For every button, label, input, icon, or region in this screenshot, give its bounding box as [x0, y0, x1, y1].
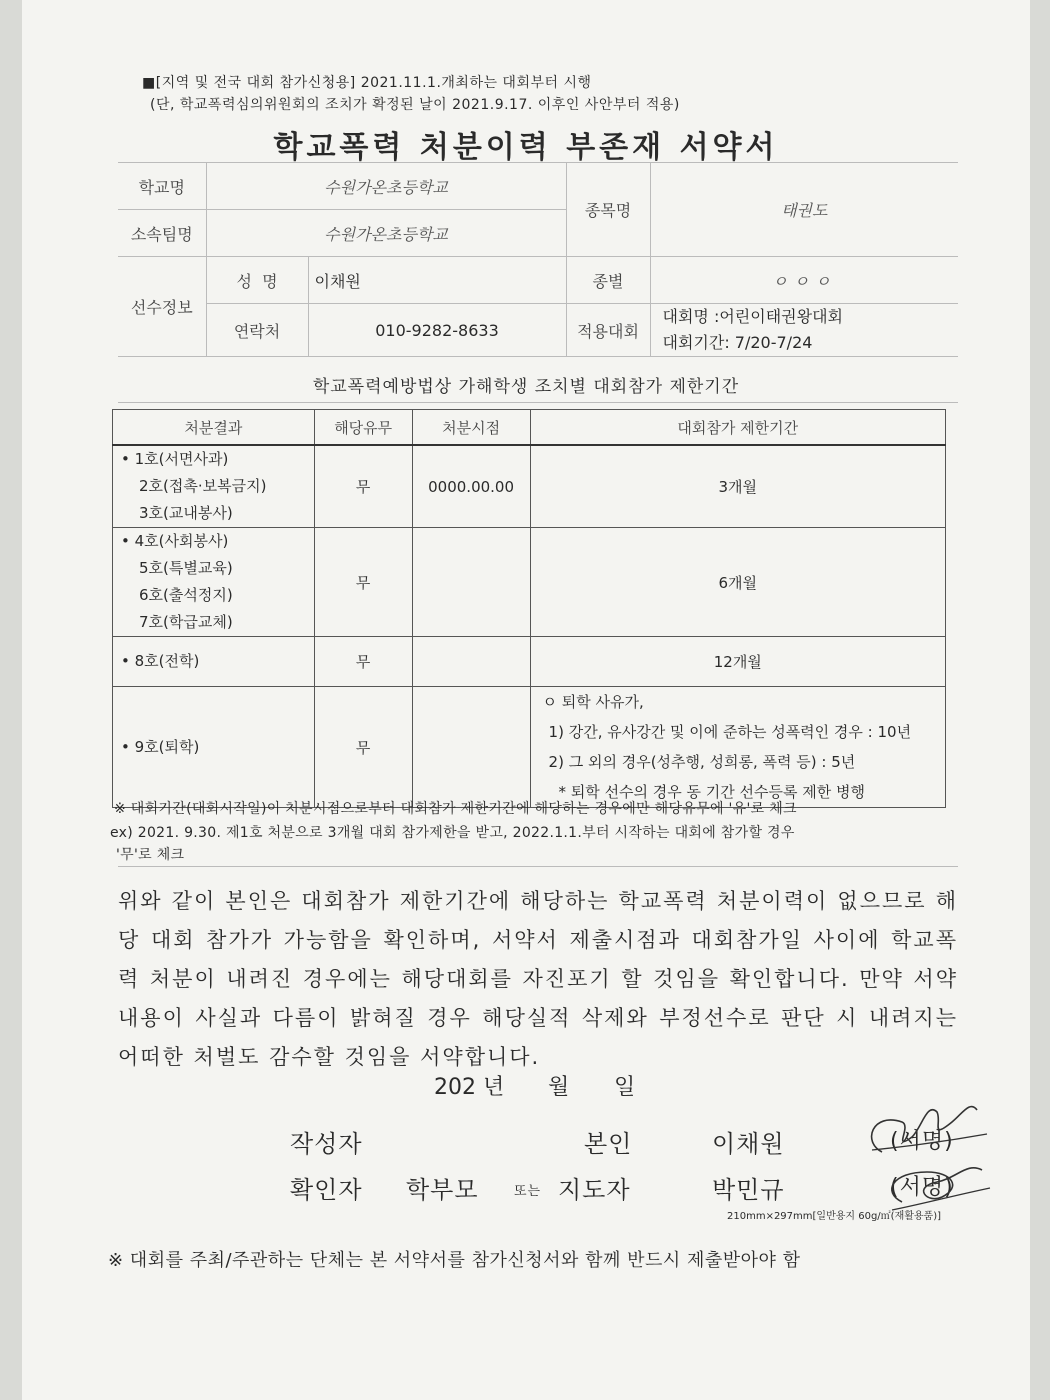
result-item: 5호(특별교육)	[139, 559, 233, 577]
handwritten-signature	[842, 1092, 992, 1222]
writer-sign-label: (서명)	[890, 1129, 954, 1154]
competition-name: 대회명 :어린이태권왕대회	[662, 307, 843, 326]
notes-divider	[118, 866, 958, 867]
note-1: ※ 대회기간(대회시작일)이 처분시점으로부터 대회참가 제한기간에 해당하는 경우에만 해당유무에 '유'로 체크	[114, 801, 797, 817]
col-header-date: 처분시점	[412, 410, 530, 446]
category-value: ㅇㅇㅇ	[650, 257, 958, 304]
document-page	[22, 0, 1030, 1400]
confirmer-name: 박민규	[712, 1176, 785, 1204]
confirmer-sign-label: (서명)	[890, 1175, 954, 1200]
school-label: 학교명	[118, 163, 206, 210]
col-header-result: 처분결과	[113, 410, 315, 446]
applicable-cell: 무	[314, 687, 412, 808]
event-label: 종목명	[566, 163, 650, 257]
info-table	[118, 162, 958, 357]
contact-value: 010-9282-8633	[308, 304, 566, 357]
date-year: 202 년	[434, 1075, 505, 1100]
disciplinary-table	[112, 409, 946, 808]
period-line: * 퇴학 선수의 경우 동 기간 선수등록 제한 병행	[558, 783, 866, 801]
col-header-period: 대회참가 제한기간	[530, 410, 945, 446]
note-2: ex) 2021. 9.30. 제1호 처분으로 3개월 대회 참가제한을 받고, 2022.1.1.부터 시작하는 대회에 참가할 경우	[110, 825, 795, 841]
result-item: • 8호(전학)	[121, 652, 200, 670]
period-line: ㅇ 퇴학 사유가,	[542, 693, 644, 711]
pledge-text: 위와 같이 본인은 대회참가 제한기간에 해당하는 학교폭력 처분이력이 없으므로 해당 대회 참가가 가능함을 확인하며, 서약서 제출시점과 대회참가일 사이에 학교폭력 처분이 내려진 경우에는 해당대회를 자진포기 할 것임을 확인합니다. 만약 서약내용이 사실과 다름이 밝혀질 경우 해당실적 삭제와 부정선수로 판단 시 내려지는 어떠한 처벌도 감수할 것임을 서약합니다.	[118, 889, 958, 1069]
col-header-applicable: 해당유무	[314, 410, 412, 446]
competition-label: 적용대회	[566, 304, 650, 357]
confirmer-label: 확인자	[290, 1176, 363, 1204]
footer-note: ※ 대회를 주최/주관하는 단체는 본 서약서를 참가신청서와 함께 반드시 제출받아야 함	[108, 1250, 801, 1271]
competition-cell	[650, 304, 958, 357]
applicable-cell: 무	[314, 637, 412, 687]
result-item: • 9호(퇴학)	[121, 737, 200, 756]
period-line: 1) 강간, 유사강간 및 이에 준하는 성폭력인 경우 : 10년	[548, 723, 912, 741]
result-cell	[113, 528, 315, 637]
result-cell	[113, 445, 315, 528]
category-label: 종별	[566, 257, 650, 304]
result-item: • 1호(서면사과)	[121, 450, 229, 468]
document-title: 학교폭력 처분이력 부존재 서약서	[273, 130, 779, 165]
date-cell	[412, 637, 530, 687]
writer-label: 작성자	[290, 1130, 363, 1158]
competition-period: 대회기간: 7/20-7/24	[662, 333, 813, 352]
result-item: 3호(교내봉사)	[139, 504, 233, 522]
writer-role: 본인	[584, 1130, 633, 1158]
team-value: 수원가온초등학교	[206, 210, 566, 257]
result-item: • 4호(사회봉사)	[121, 532, 229, 550]
date-cell: 0000.00.00	[412, 445, 530, 528]
result-item: 2호(접촉·보복금지)	[139, 477, 267, 495]
result-item: 7호(학급교체)	[139, 613, 233, 631]
date-cell	[412, 687, 530, 808]
name-label: 성 명	[206, 257, 308, 304]
period-cell: 6개월	[530, 528, 945, 637]
confirmer-or: 또는	[514, 1184, 542, 1199]
period-cell: 12개월	[530, 637, 945, 687]
restriction-subtitle: 학교폭력예방법상 가해학생 조치별 대회참가 제한기간	[312, 377, 740, 397]
table-row	[113, 687, 946, 808]
date-day: 일	[614, 1075, 636, 1100]
date-month: 월	[548, 1075, 570, 1100]
team-label: 소속팀명	[118, 210, 206, 257]
applicable-cell: 무	[314, 528, 412, 637]
event-value: 태권도	[650, 163, 958, 257]
period-cell	[530, 687, 945, 808]
period-cell: 3개월	[530, 445, 945, 528]
writer-name: 이채원	[712, 1130, 785, 1158]
paper-spec: 210mm×297mm[일반용지 60g/㎡(재활용품)]	[727, 1211, 942, 1222]
note-3: '무'로 체크	[116, 847, 185, 863]
contact-label: 연락처	[206, 304, 308, 357]
result-item: 6호(출석정지)	[139, 586, 233, 604]
subtitle-divider	[118, 402, 958, 403]
date-cell	[412, 528, 530, 637]
player-info-label: 선수정보	[118, 257, 206, 357]
period-line: 2) 그 외의 경우(성추행, 성희롱, 폭력 등) : 5년	[548, 753, 856, 771]
applicable-cell: 무	[314, 445, 412, 528]
confirmer-role-parent: 학부모	[406, 1176, 479, 1204]
confirmer-role-coach: 지도자	[558, 1176, 631, 1204]
header-line-1: ■[지역 및 전국 대회 참가신청용] 2021.11.1.개최하는 대회부터 시행	[142, 75, 592, 91]
table-row	[113, 528, 946, 637]
table-row	[113, 637, 946, 687]
result-cell	[113, 637, 315, 687]
name-value: 이채원	[308, 257, 566, 304]
result-cell	[113, 687, 315, 808]
table-row	[113, 445, 946, 528]
school-value: 수원가온초등학교	[206, 163, 566, 210]
header-line-2: (단, 학교폭력심의위원회의 조치가 확정된 날이 2021.9.17. 이후인 사안부터 적용)	[150, 97, 680, 113]
